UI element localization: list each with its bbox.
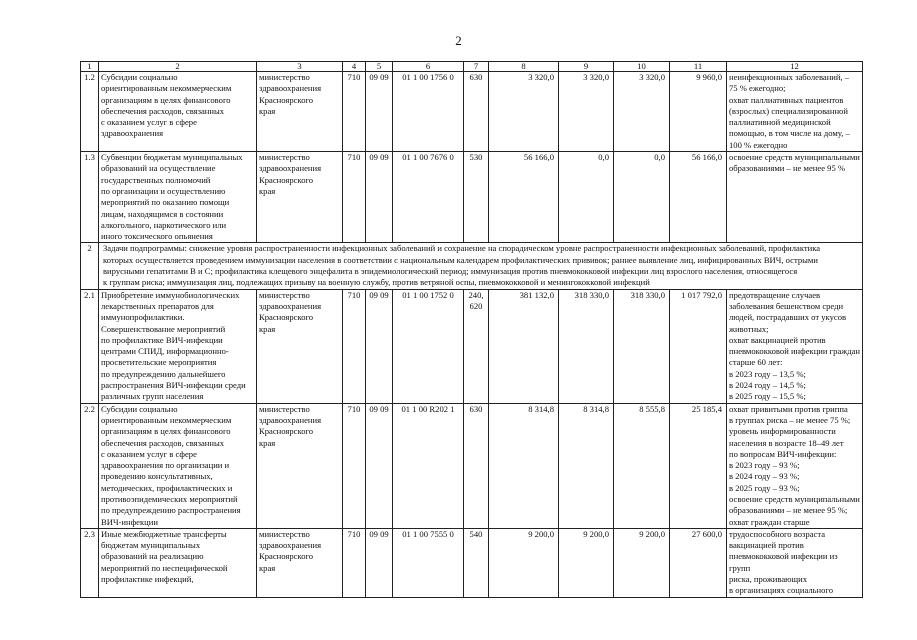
expected-result-line: уровень информированности xyxy=(729,426,836,437)
measure-name-line: методических, профилактических и xyxy=(101,482,233,493)
expected-result-line: предотвращение случаев xyxy=(729,289,821,300)
measure-name-line: центрами СПИД, информационно- xyxy=(101,346,229,357)
expected-result-line: людей, пострадавших от укусов xyxy=(729,312,847,323)
csr-code: 01 1 00 1756 0 xyxy=(393,72,464,152)
vr-code-line: 620 xyxy=(469,300,483,311)
measure-name-line: обеспечения расходов, связанных xyxy=(101,437,225,448)
measure-name-line: организациям в целях финансового xyxy=(101,94,231,105)
amount-2023: 56 166,0 xyxy=(489,152,559,243)
measure-name-line: бюджетам муниципальных xyxy=(101,540,201,551)
amount-2024: 0,0 xyxy=(559,152,614,243)
amount-2025: 0,0 xyxy=(614,152,670,243)
expected-result-line: освоение средств муниципальными xyxy=(729,152,860,163)
measure-name-line: образований на осуществление xyxy=(101,163,216,174)
vr-code xyxy=(464,152,489,243)
task-row xyxy=(81,243,863,289)
amount-2023: 9 200,0 xyxy=(489,528,559,597)
expected-result-line: помощью, в том числе на дому, – xyxy=(729,128,850,139)
measure-name-line: мероприятий по неспецифической xyxy=(101,562,228,573)
expected-result-line: в группах риска – не менее 75 %; xyxy=(729,414,851,425)
col-header: 11 xyxy=(670,62,727,72)
expected-result-line: образованиями – не менее 95 % xyxy=(729,163,846,174)
expected-result-line: охват паллиативных пациентов xyxy=(729,94,844,105)
vr-code-line: 630 xyxy=(469,72,483,82)
measure-name xyxy=(99,152,257,243)
vr-code xyxy=(464,72,489,152)
vr-code-line: 630 xyxy=(469,403,483,414)
expected-result-line: в 2024 году – 93 %; xyxy=(729,471,800,482)
responsible-org xyxy=(257,403,343,528)
measure-name-line: лекарственных препаратов для xyxy=(101,300,214,311)
measure-name-line: образований на реализацию xyxy=(101,551,204,562)
csr-code: 01 1 00 1752 0 xyxy=(393,289,464,403)
header-row xyxy=(81,62,863,72)
responsible-org-line: Красноярского xyxy=(259,312,314,323)
responsible-org-line: министерство xyxy=(259,152,310,163)
amount-2025: 318 330,0 xyxy=(614,289,670,403)
expected-result-line: в 2025 году – 93 %; xyxy=(729,482,800,493)
expected-result-line: паллиативной медицинской xyxy=(729,117,831,128)
csr-code: 01 1 00 R202 1 xyxy=(393,403,464,528)
measure-name-line: Совершенствование мероприятий xyxy=(101,323,226,334)
responsible-org-line: края xyxy=(259,185,276,196)
responsible-org-line: министерство xyxy=(259,289,310,300)
row-number: 2.2 xyxy=(81,403,99,528)
csr-code: 01 1 00 7676 0 xyxy=(393,152,464,243)
expected-result-line: пневмококковой инфекции граждан xyxy=(729,346,861,357)
expected-result-line: риска, проживающих xyxy=(729,574,808,585)
responsible-org-line: Красноярского xyxy=(259,426,314,437)
col-header: 10 xyxy=(614,62,670,72)
task-text-line: которых осуществляется проведением иммунизации населения в соответствии с национальным календарем профилактических прививок; раннее выявление лиц, инфицированных ВИЧ, острыми xyxy=(103,254,818,265)
measure-name-line: распространения ВИЧ-инфекции среди xyxy=(101,380,246,391)
task-text-line: вирусными гепатитами В и С; профилактика клещевого энцефалита в эпидемиологический период; иммунизация против пневмококковой инфекции лиц взрослого населения, относящегося xyxy=(103,266,798,277)
amount-2024: 9 200,0 xyxy=(559,528,614,597)
responsible-org-line: министерство xyxy=(259,528,310,539)
row-number: 1.2 xyxy=(81,72,99,152)
amount-2023: 3 320,0 xyxy=(489,72,559,152)
expected-result-line: по вопросам ВИЧ-инфекции: xyxy=(729,448,837,459)
measure-name-line: по предупреждению дальнейшего xyxy=(101,368,226,379)
col-header: 2 xyxy=(99,62,257,72)
amount-total: 27 600,0 xyxy=(670,528,727,597)
vr-code xyxy=(464,403,489,528)
responsible-org xyxy=(257,289,343,403)
csr-code: 01 1 00 7555 0 xyxy=(393,528,464,597)
measure-name-line: Иные межбюджетные трансферты xyxy=(101,528,227,539)
expected-result-line: в 2023 году – 13,5 %; xyxy=(729,368,806,379)
rzpr-code: 09 09 xyxy=(366,152,393,243)
responsible-org-line: здравоохранения xyxy=(259,163,322,174)
measure-name-line: Приобретение иммунобиологических xyxy=(101,289,240,300)
grbs-code: 710 xyxy=(343,72,366,152)
measure-name-line: с оказанием услуг в сфере xyxy=(101,117,197,128)
expected-result-line: вакцинацией против xyxy=(729,540,804,551)
amount-total: 9 960,0 xyxy=(670,72,727,152)
grbs-code: 710 xyxy=(343,528,366,597)
expected-result xyxy=(727,72,863,152)
expected-result-line: образованиями – не менее 95 %; xyxy=(729,505,848,516)
amount-2025: 3 320,0 xyxy=(614,72,670,152)
expected-result-line: неинфекционных заболеваний, – xyxy=(729,72,850,82)
measure-name-line: Субсидии социально xyxy=(101,72,178,82)
expected-result-line: (взрослых) специализированной xyxy=(729,105,848,116)
measure-name-line: проведению консультативных, xyxy=(101,471,213,482)
table-row xyxy=(81,403,863,528)
responsible-org-line: края xyxy=(259,105,276,116)
table-row xyxy=(81,152,863,243)
measure-name-line: государственных полномочий xyxy=(101,174,211,185)
col-header: 6 xyxy=(393,62,464,72)
rzpr-code: 09 09 xyxy=(366,289,393,403)
expected-result-line: охват привитыми против гриппа xyxy=(729,403,848,414)
task-number: 2 xyxy=(81,243,99,289)
responsible-org-line: здравоохранения xyxy=(259,540,322,551)
responsible-org-line: здравоохранения xyxy=(259,83,322,94)
rzpr-code: 09 09 xyxy=(366,528,393,597)
expected-result-line: в 2024 году – 14,5 %; xyxy=(729,380,806,391)
measure-name-line: противоэпидемических мероприятий xyxy=(101,493,238,504)
responsible-org xyxy=(257,72,343,152)
amount-total: 1 017 792,0 xyxy=(670,289,727,403)
expected-result xyxy=(727,152,863,243)
responsible-org-line: края xyxy=(259,323,276,334)
measure-name-line: здравоохранения по организации и xyxy=(101,460,230,471)
expected-result-line: животных; xyxy=(729,323,769,334)
measure-name-line: Субвенции бюджетам муниципальных xyxy=(101,152,243,163)
expected-result-line: заболевания бешенством среди xyxy=(729,300,844,311)
responsible-org-line: края xyxy=(259,562,276,573)
amount-2023: 381 132,0 xyxy=(489,289,559,403)
expected-result-line: охват вакцинацией против xyxy=(729,334,826,345)
measure-name-line: по организации и осуществлению xyxy=(101,185,226,196)
responsible-org-line: края xyxy=(259,437,276,448)
grbs-code: 710 xyxy=(343,403,366,528)
vr-code-line: 530 xyxy=(469,152,483,163)
table-row xyxy=(81,528,863,597)
measure-name-line: мероприятий по оказанию помощи xyxy=(101,197,230,208)
measure-name xyxy=(99,528,257,597)
expected-result-line: населения в возрасте 18–49 лет xyxy=(729,437,844,448)
amount-2024: 3 320,0 xyxy=(559,72,614,152)
responsible-org xyxy=(257,528,343,597)
program-table xyxy=(80,61,863,598)
col-header: 4 xyxy=(343,62,366,72)
expected-result-line: в 2023 году – 93 %; xyxy=(729,460,800,471)
col-header: 5 xyxy=(366,62,393,72)
expected-result-line: охват граждан старше xyxy=(729,516,810,527)
measure-name-line: лицам, находящимся в состоянии xyxy=(101,208,224,219)
measure-name xyxy=(99,403,257,528)
grbs-code: 710 xyxy=(343,289,366,403)
row-number: 2.1 xyxy=(81,289,99,403)
vr-code xyxy=(464,289,489,403)
measure-name-line: по предупреждению распространения xyxy=(101,505,241,516)
responsible-org xyxy=(257,152,343,243)
measure-name-line: иммунопрофилактики. xyxy=(101,312,185,323)
vr-code-line: 240, xyxy=(468,289,484,300)
measure-name-line: ВИЧ-инфекции xyxy=(101,516,158,527)
rzpr-code: 09 09 xyxy=(366,403,393,528)
table-row xyxy=(81,289,863,403)
grbs-code: 710 xyxy=(343,152,366,243)
col-header: 3 xyxy=(257,62,343,72)
table-row xyxy=(81,72,863,152)
measure-name xyxy=(99,289,257,403)
vr-code-line: 540 xyxy=(469,528,483,539)
measure-name-line: по профилактике ВИЧ-инфекции xyxy=(101,334,223,345)
measure-name-line: здравоохранения xyxy=(101,128,164,139)
vr-code xyxy=(464,528,489,597)
expected-result xyxy=(727,528,863,597)
col-header: 1 xyxy=(81,62,99,72)
task-text-line: Задачи подпрограммы: снижение уровня распространенности инфекционных заболеваний и сохранение на спорадическом уровне распространенности инфекционных заболеваний, профилактика xyxy=(103,243,821,254)
expected-result xyxy=(727,403,863,528)
rzpr-code: 09 09 xyxy=(366,72,393,152)
responsible-org-line: здравоохранения xyxy=(259,414,322,425)
measure-name-line: организациям в целях финансового xyxy=(101,426,231,437)
measure-name-line: Субсидии социально xyxy=(101,403,178,414)
amount-2025: 9 200,0 xyxy=(614,528,670,597)
measure-name-line: различных групп населения xyxy=(101,391,204,402)
expected-result-line: в 2025 году – 15,5 %; xyxy=(729,391,806,402)
measure-name-line: с оказанием услуг в сфере xyxy=(101,448,197,459)
task-text xyxy=(99,243,863,289)
responsible-org-line: здравоохранения xyxy=(259,300,322,311)
amount-2025: 8 555,8 xyxy=(614,403,670,528)
measure-name-line: просветительские мероприятия xyxy=(101,357,217,368)
amount-2024: 8 314,8 xyxy=(559,403,614,528)
expected-result-line: старше 60 лет: xyxy=(729,357,783,368)
measure-name-line: иного токсического опьянения xyxy=(101,231,213,242)
measure-name-line: профилактике инфекций, xyxy=(101,574,194,585)
row-number: 2.3 xyxy=(81,528,99,597)
task-text-line: к группам риска; иммунизация лиц, подлежащих призыву на военную службу, против ветряной оспы, пневмококковой и менингококковой инфекций xyxy=(103,277,650,288)
measure-name-line: ориентированным некоммерческим xyxy=(101,83,232,94)
responsible-org-line: Красноярского xyxy=(259,174,314,185)
col-header: 9 xyxy=(559,62,614,72)
expected-result-line: освоение средств муниципальными xyxy=(729,493,860,504)
responsible-org-line: министерство xyxy=(259,72,310,82)
expected-result-line: в организациях социального xyxy=(729,585,834,596)
measure-name-line: ориентированным некоммерческим xyxy=(101,414,232,425)
expected-result-line: 100 % ежегодно xyxy=(729,139,788,150)
measure-name xyxy=(99,72,257,152)
col-header: 7 xyxy=(464,62,489,72)
measure-name-line: алкогольного, наркотического или xyxy=(101,219,227,230)
col-header: 12 xyxy=(727,62,863,72)
amount-2023: 8 314,8 xyxy=(489,403,559,528)
responsible-org-line: министерство xyxy=(259,403,310,414)
expected-result-line: 75 % ежегодно; xyxy=(729,83,786,94)
expected-result xyxy=(727,289,863,403)
amount-total: 25 185,4 xyxy=(670,403,727,528)
expected-result-line: пневмококковой инфекции из групп xyxy=(729,551,838,573)
col-header: 8 xyxy=(489,62,559,72)
amount-2024: 318 330,0 xyxy=(559,289,614,403)
page-number: 2 xyxy=(455,33,462,48)
responsible-org-line: Красноярского xyxy=(259,94,314,105)
row-number: 1.3 xyxy=(81,152,99,243)
expected-result-line: трудоспособного возраста xyxy=(729,528,826,539)
responsible-org-line: Красноярского xyxy=(259,551,314,562)
amount-total: 56 166,0 xyxy=(670,152,727,243)
measure-name-line: обеспечения расходов, связанных xyxy=(101,105,225,116)
